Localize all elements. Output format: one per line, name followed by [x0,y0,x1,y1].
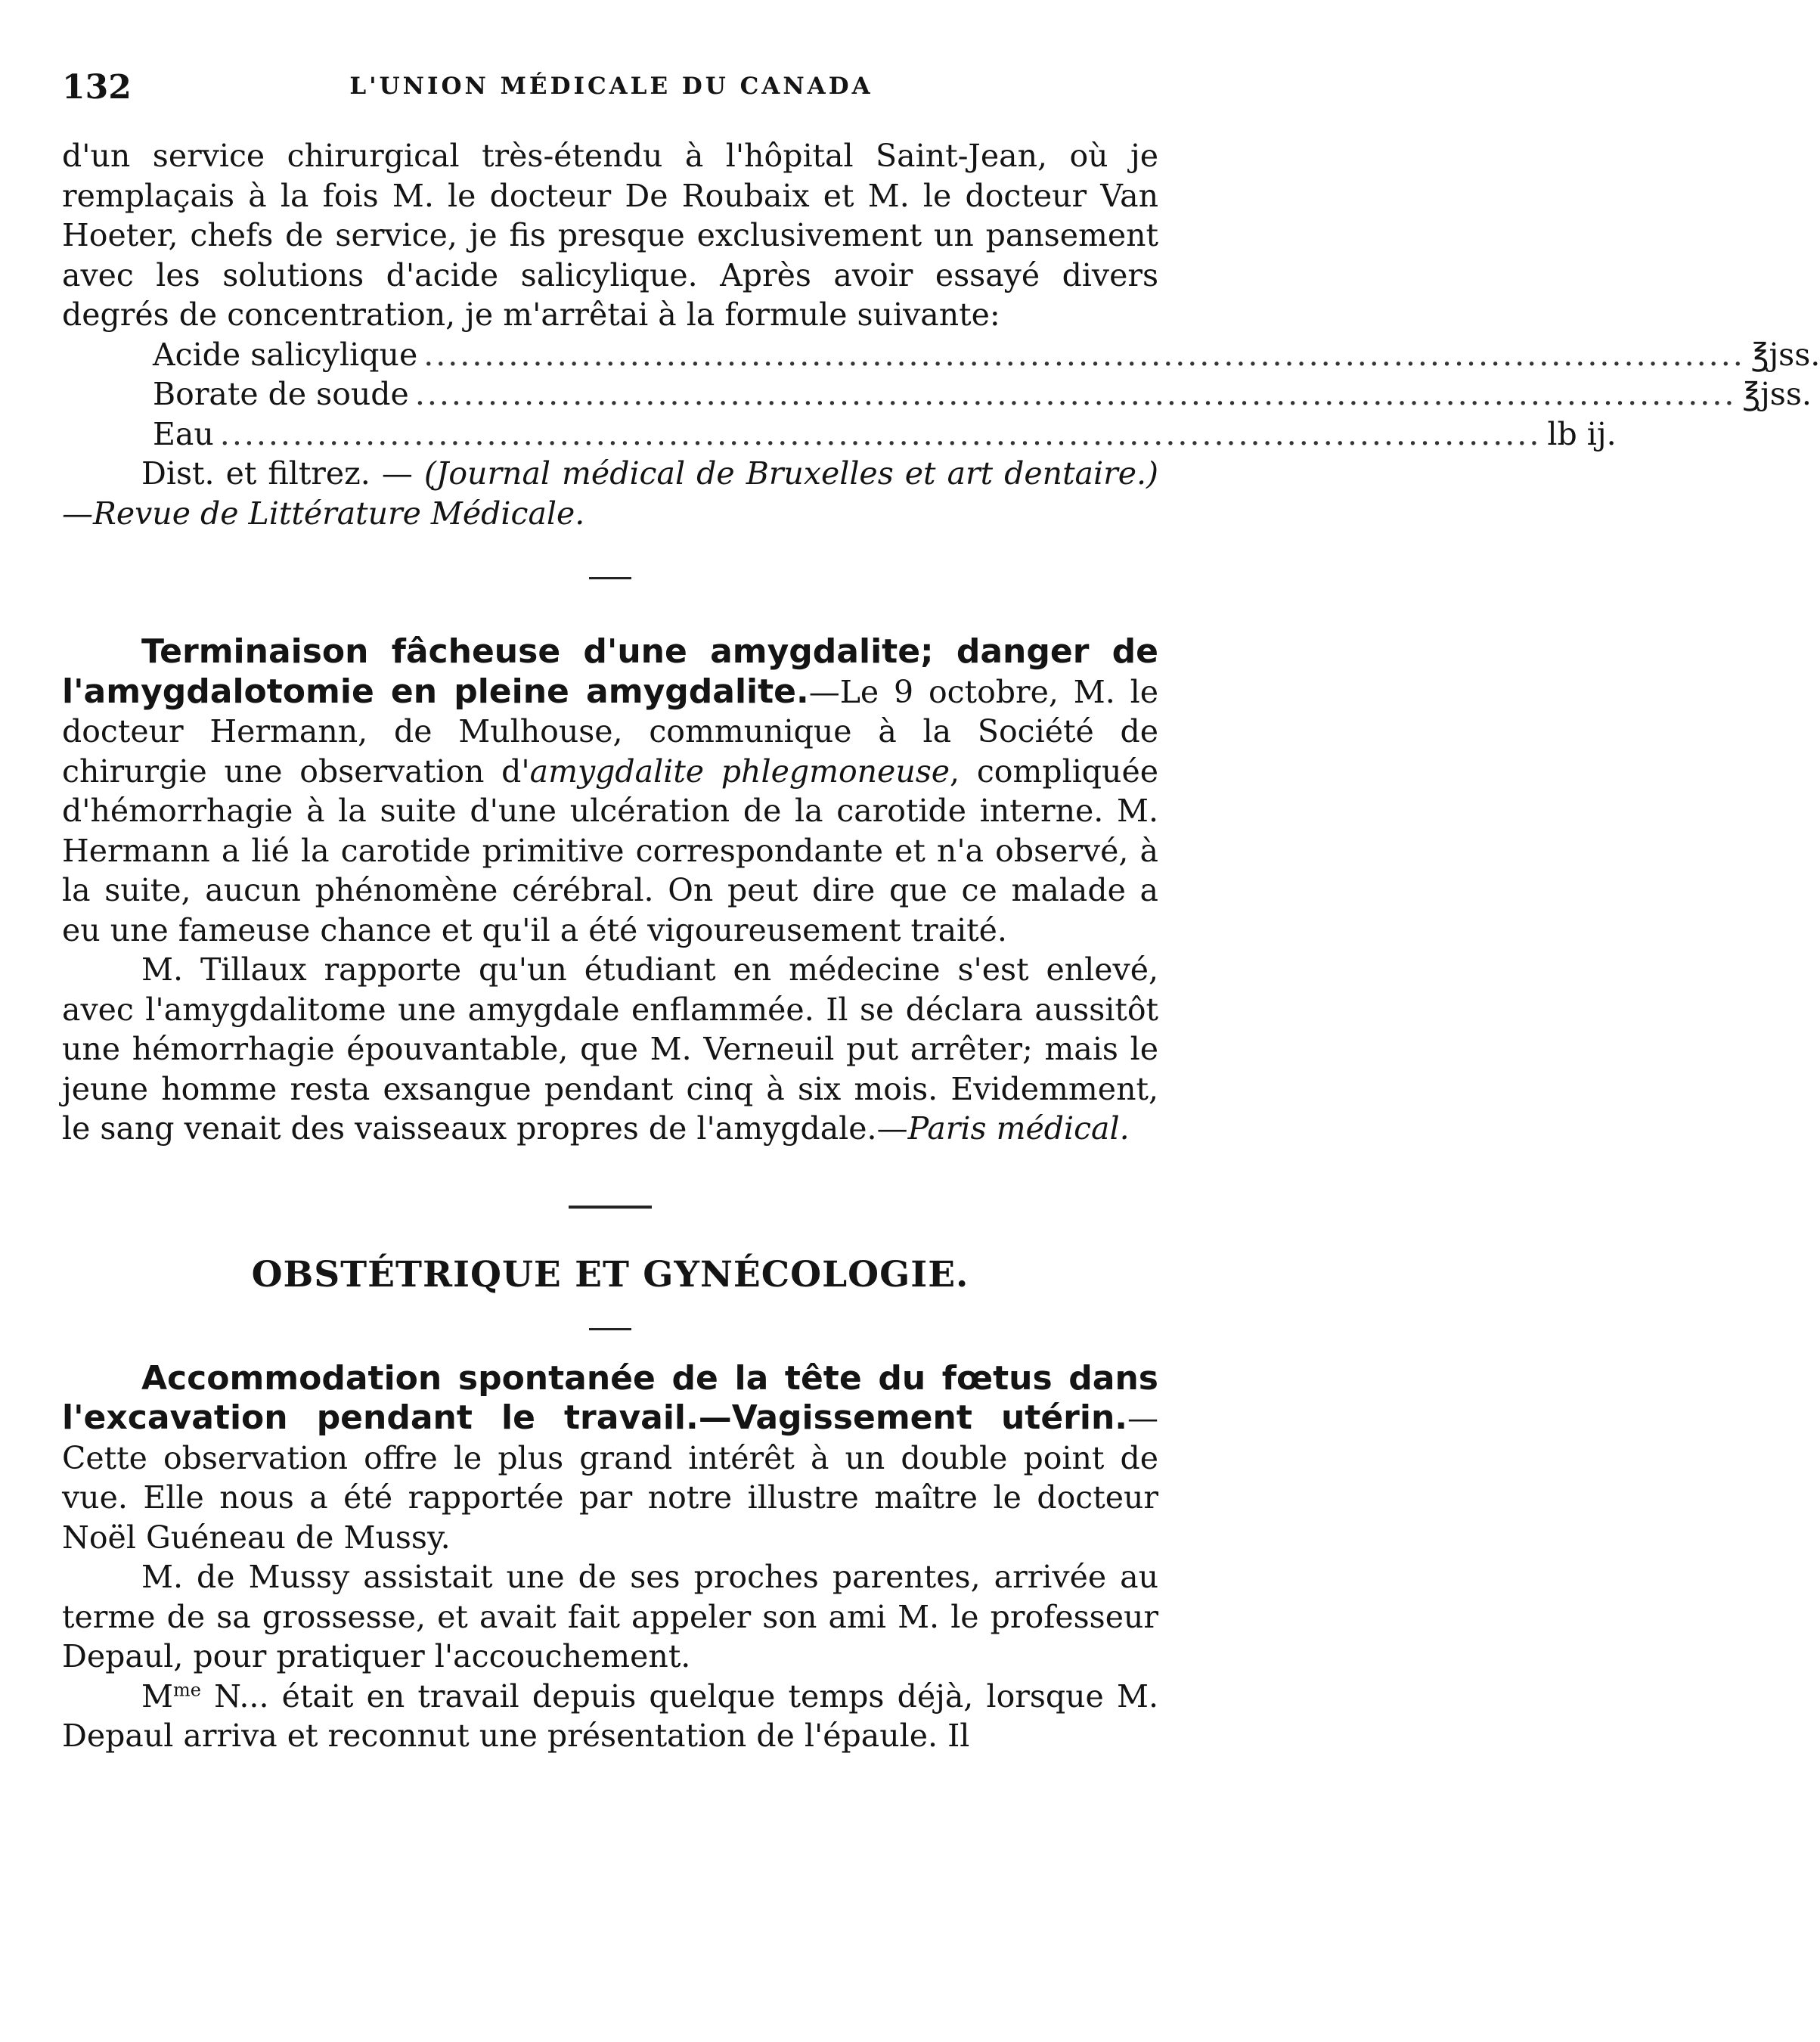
formula-ingredient: Eau [153,415,214,452]
intro-closing [62,454,1158,533]
formula-ingredient: Borate de soude [153,376,409,412]
formula-row [153,414,1617,455]
article-amygdalite [62,632,1158,950]
formula-ingredient: Acide salicylique [153,336,418,373]
article-text: —Cette observation offre le plus grand intérêt à un double point de vue. Elle nous a été rapportée par notre illustre maître le docteur Noël Guéneau de Mussy. [62,1400,1158,1556]
formula-quantity: ℥jss. [1750,336,1820,373]
formula-list [153,335,1820,455]
section-rule [569,1206,652,1209]
article-title: Accommodation spontanée de la tête du fœtus dans l'excavation pendant le travail.—Vagissement utérin. [62,1358,1158,1437]
article-title: Terminaison fâcheuse d'une amygdalite; danger de l'amygdalotomie en pleine amygdalite. [62,632,1158,711]
section-heading: OBSTÉTRIQUE ET GYNÉCOLOGIE. [251,1253,969,1296]
formula-quantity: ℥jss. [1742,376,1812,412]
page-number: 132 [62,68,132,107]
article-text: N... était en travail depuis quelque temps déjà, lorsque M. Depaul arriva et reconnut une présentation de l'épaule. Il [62,1677,1158,1754]
separator-rule [589,577,631,579]
formula-row [153,374,1812,414]
dot-leader: ............................................................................................................. [414,376,1737,412]
citation-source: (Journal médical de Bruxelles et art dentaire.)—Revue de Littérature Médicale. [62,455,1158,532]
article-italic-term: amygdalite phlegmoneuse [529,753,950,790]
citation-source: Paris médical. [907,1110,1130,1147]
formula-quantity: lb ij. [1547,415,1617,452]
dot-leader: ............................................................................................................. [219,415,1542,452]
abbreviation: M [141,1677,173,1715]
separator-rule [589,1328,631,1330]
running-header [62,68,1161,113]
formula-row [153,335,1820,375]
journal-title: L'UNION MÉDICALE DU CANADA [349,73,873,100]
article-text: M. Tillaux rapporte qu'un étudiant en médecine s'est enlevé, avec l'amygdalitome une amygdale enflammée. Il se déclara aussitôt une hémorrhagie épouvantable, que M. Verneuil put arrêter; mais le jeune homme resta exsangue pendant cinq à six mois. Evidemment, le sang venait des vaisseaux propres de l'amygdale.— [62,951,1158,1147]
abbreviation-superscript: me [172,1678,201,1700]
article-accommodation [62,1359,1158,1558]
closing-lead: Dist. et filtrez. — [141,455,424,492]
page-body [62,136,1820,1756]
article-text: , compliquée d'hémorrhagie à la suite d'une ulcération de la carotide interne. M. Hermann a lié la carotide primitive correspondante et n'a observé, à la suite, aucun phénomène cérébral. On peut dire que ce malade a eu une fameuse chance et qu'il a été vigoureusement traité. [62,753,1158,948]
article-text: —Le 9 octobre, M. le docteur Hermann, de Mulhouse, communique à la Société de chirurgie une observation d' [62,673,1159,790]
article-paragraph [62,950,1158,1149]
article-paragraph: M. de Mussy assistait une de ses proches parentes, arrivée au terme de sa grossesse, et avait fait appeler son ami M. le professeur Depaul, pour pratiquer l'accouchement. [62,1559,1158,1674]
intro-paragraph: d'un service chirurgical très-étendu à l'hôpital Saint-Jean, où je remplaçais à la fois M. le docteur De Roubaix et M. le docteur Van Hoeter, chefs de service, je fis presque exclusivement un pansement avec les solutions d'acide salicylique. Après avoir essayé divers degrés de concentration, je m'arrêtai à la formule suivante: [62,138,1158,333]
dot-leader: ............................................................................................................. [423,336,1745,373]
article-paragraph [62,1677,1158,1756]
